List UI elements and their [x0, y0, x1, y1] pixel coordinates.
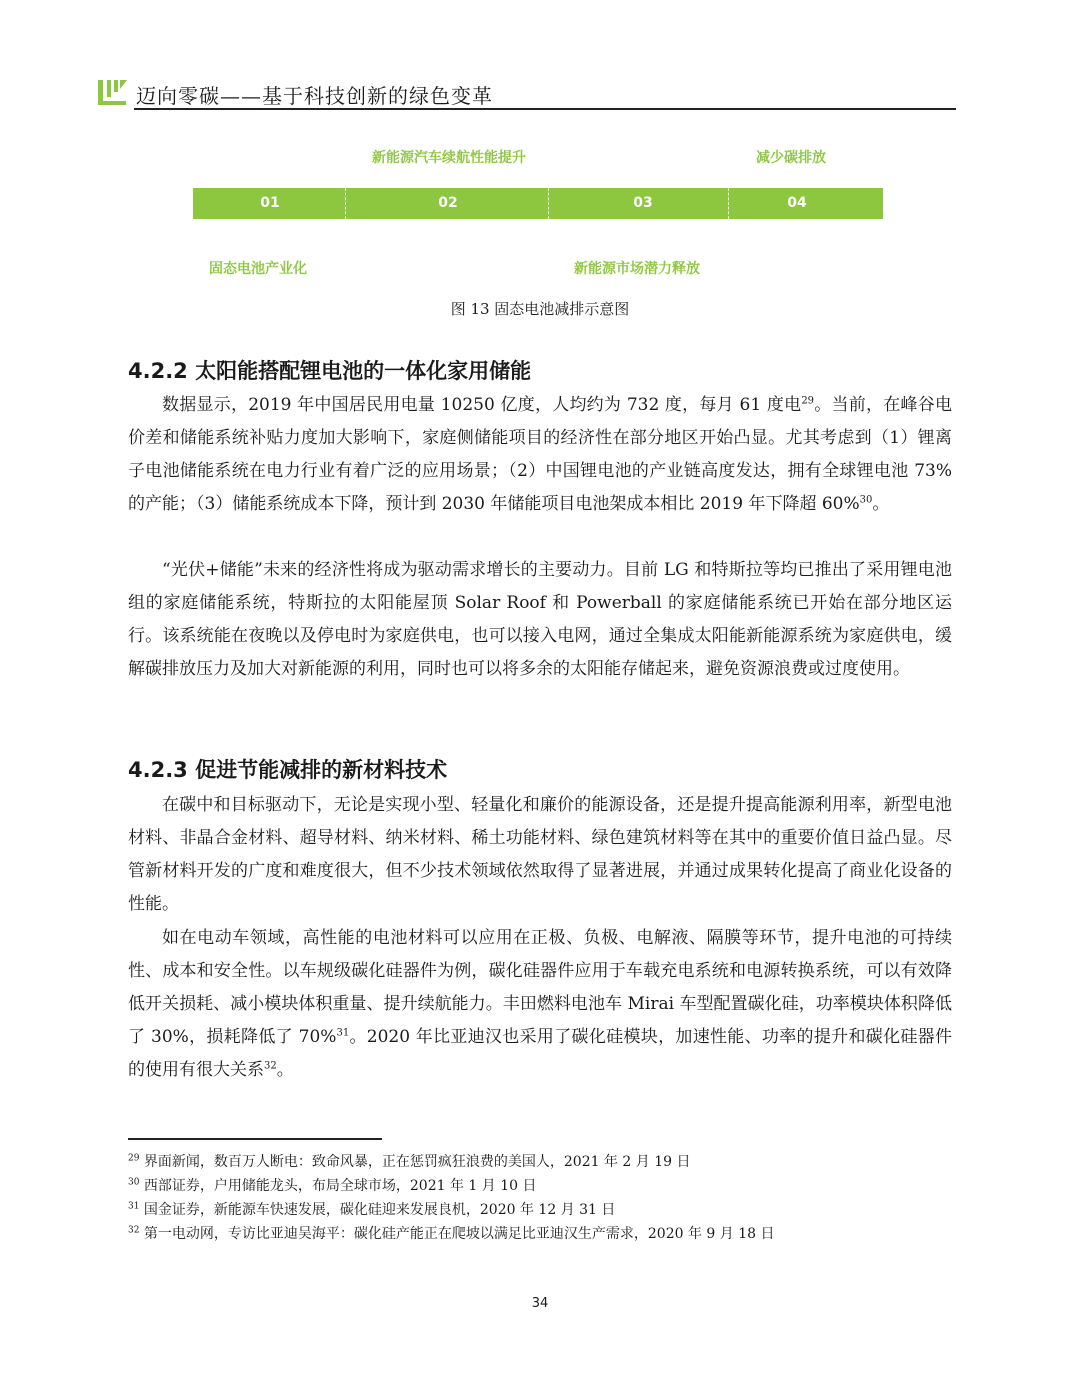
- paragraph: “光伏+储能”未来的经济性将成为驱动需求增长的主要动力。目前 LG 和特斯拉等均已推出了采用锂电池组的家庭储能系统，特斯拉的太阳能屋顶 Solar Roof 和 Powerball 的家庭储能系统已开始在部分地区运行。该系统能在夜晚以及停电时为家庭供电，也可以接入电网，通过全集成太阳能新能源系统为家庭供电，缓解碳排放压力及加大对新能源的利用，同时也可以将多余的太阳能存储起来，避免资源浪费或过度使用。: [128, 560, 952, 679]
- figure-label-market-potential: 新能源市场潜力释放: [574, 261, 700, 277]
- figure-step-divider: [345, 188, 346, 219]
- figure-step-04: 04: [787, 195, 807, 211]
- section-heading-4-2-2: 4.2.2 太阳能搭配锂电池的一体化家用储能: [128, 359, 532, 383]
- figure-step-03: 03: [633, 195, 653, 211]
- footnote-ref[interactable]: 30: [859, 494, 873, 506]
- figure-step-01: 01: [260, 195, 280, 211]
- footnote: $^{31}$ 国金证券，新能源车快速发展，碳化硅迎来发展良机，2020 年 12 月 31 日: [128, 1201, 616, 1218]
- page-number: 34: [531, 1296, 549, 1311]
- footnote: $^{29}$ 界面新闻，数百万人断电：致命风暴，正在惩罚疯狂浪费的美国人，2021 年 2 月 19 日: [128, 1153, 691, 1170]
- footnote-ref[interactable]: 29: [801, 395, 815, 407]
- paragraph: 数据显示，2019 年中国居民用电量 10250 亿度，人均约为 732 度，每月 61 度电$^{29}$。当前，在峰谷电价差和储能系统补贴力度加大影响下，家庭侧储能项目的经济性在部分地区开始凸显。尤其考虑到（1）锂离子电池储能系统在电力行业有着广泛的应用场景；（2）中国锂电池的产业链高度发达，拥有全球锂电池 73%的产能；（3）储能系统成本下降，预计到 2030 年储能项目电池架成本相比 2019 年下降超 60%$^{30}$。: [128, 395, 953, 514]
- footnote-ref[interactable]: 31: [336, 1027, 350, 1039]
- footnote: $^{32}$ 第一电动网，专访比亚迪吴海平：碳化硅产能正在爬坡以满足比亚迪汉生产需求，2020 年 9 月 18 日: [128, 1225, 775, 1242]
- figure-step-divider: [728, 188, 729, 219]
- figure-label-solid-state-battery: 固态电池产业化: [209, 261, 307, 277]
- figure-step-02: 02: [438, 195, 458, 211]
- footnote-ref[interactable]: 32: [264, 1060, 277, 1072]
- header-title: 迈向零碳——基于科技创新的绿色变革: [136, 84, 493, 108]
- section-heading-4-2-3: 4.2.3 促进节能减排的新材料技术: [128, 758, 448, 782]
- paragraph: 如在电动车领域，高性能的电池材料可以应用在正极、负极、电解液、隔膜等环节，提升电池的可持续性、成本和安全性。以车规级碳化硅器件为例，碳化硅器件应用于车载充电系统和电源转换系统，可以有效降低开关损耗、减小模块体积重量、提升续航能力。丰田燃料电池车 Mirai 车型配置碳化硅，功率模块体积降低了 30%，损耗降低了 70%$^{31}$。2020 年比亚迪汉也采用了碳化硅模块，加速性能、功率的提升和碳化硅器件的使用有很大关系$^{32}$。: [128, 928, 952, 1080]
- report-logo: [98, 80, 128, 106]
- paragraph: 在碳中和目标驱动下，无论是实现小型、轻量化和廉价的能源设备，还是提升提高能源利用率，新型电池材料、非晶合金材料、超导材料、纳米材料、稀土功能材料、绿色建筑材料等在其中的重要价值日益凸显。尽管新材料开发的广度和难度很大，但不少技术领域依然取得了显著进展，并通过成果转化提高了商业化设备的性能。: [128, 795, 952, 914]
- figure-label-emission-reduction: 减少碳排放: [756, 150, 826, 166]
- figure-caption: 图 13 固态电池减排示意图: [450, 300, 630, 318]
- header-rule: [134, 108, 956, 110]
- figure-step-bar: [193, 188, 883, 219]
- footnote: $^{30}$ 西部证券，户用储能龙头，布局全球市场，2021 年 1 月 10 日: [128, 1177, 537, 1194]
- footnote-rule: [128, 1138, 382, 1140]
- figure-label-ev-range: 新能源汽车续航性能提升: [372, 150, 526, 166]
- figure-step-divider: [548, 188, 549, 219]
